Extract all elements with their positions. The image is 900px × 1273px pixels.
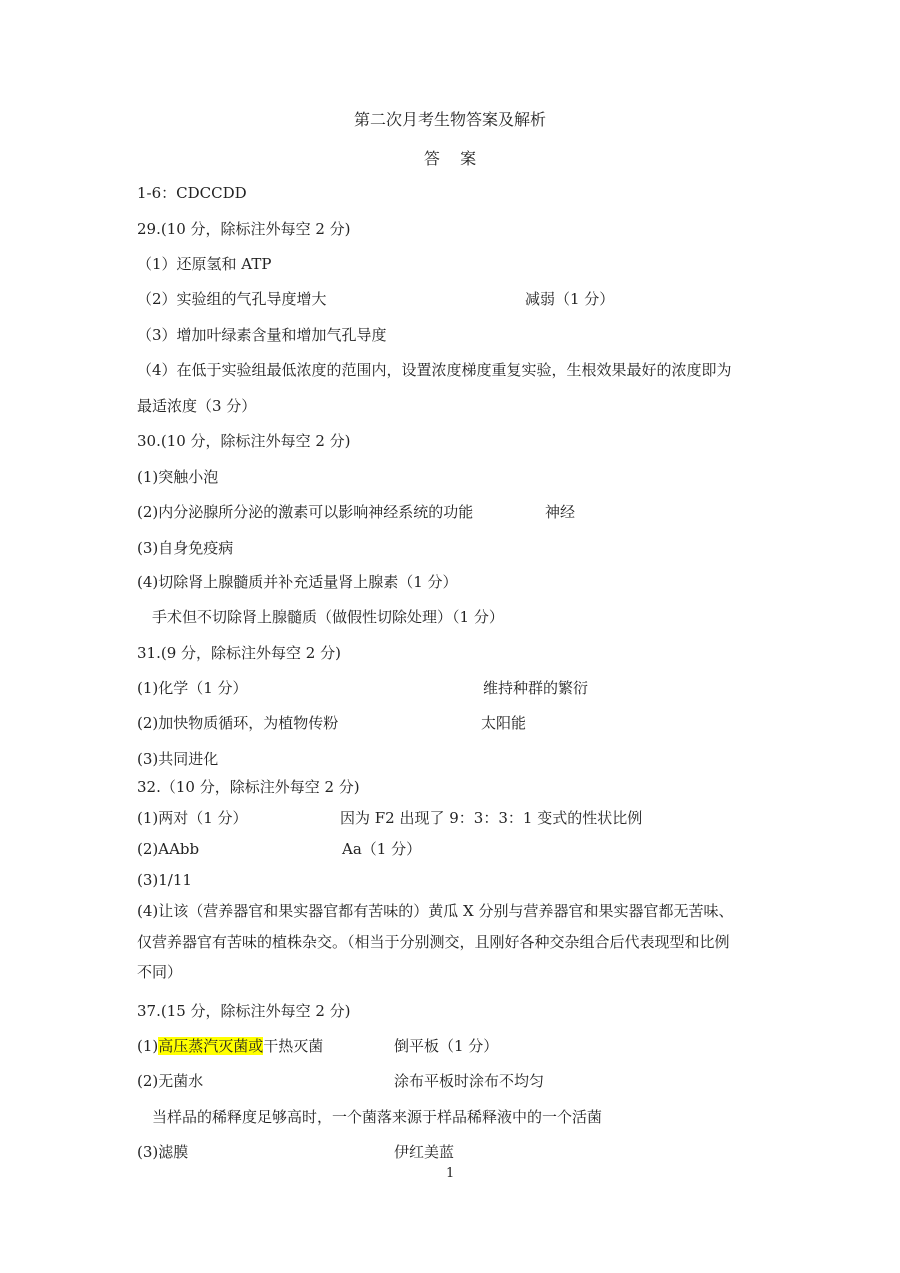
- q30-header: 30.(10 分，除标注外每空 2 分): [137, 432, 351, 450]
- q37-answer-3b: 伊红美蓝: [394, 1143, 455, 1161]
- q32-header: 32.（10 分，除标注外每空 2 分): [137, 778, 360, 796]
- q37-answer-2b: 涂布平板时涂布不均匀: [394, 1072, 545, 1090]
- q32-answer-1: (1)两对（1 分）: [137, 809, 248, 827]
- q29-answer-1: （1）还原氢和 ATP: [137, 255, 272, 273]
- q32-answer-2b: Aa（1 分）: [342, 840, 422, 858]
- q31-answer-3: (3)共同进化: [137, 750, 219, 768]
- q31-answer-2: (2)加快物质循环，为植物传粉: [137, 714, 339, 732]
- page-number: 1: [446, 1166, 455, 1181]
- q32-answer-1b: 因为 F2 出现了 9：3：3：1 变式的性状比例: [340, 809, 643, 827]
- q37-answer-2: (2)无菌水: [137, 1072, 204, 1090]
- section-heading: 答 案: [423, 149, 477, 168]
- q29-answer-4-line1: （4）在低于实验组最低浓度的范围内，设置浓度梯度重复实验，生根效果最好的浓度即为: [137, 361, 732, 379]
- q30-answer-2b: 神经: [545, 503, 576, 521]
- q29-answer-2b: 减弱（1 分）: [525, 290, 615, 308]
- q37-answer-1: [137, 1036, 323, 1056]
- q29-answer-4-line2: 最适浓度（3 分）: [137, 397, 257, 415]
- q31-answer-1: (1)化学（1 分）: [137, 679, 248, 697]
- q37-answer-2c: 当样品的稀释度足够高时，一个菌落来源于样品稀释液中的一个活菌: [152, 1108, 603, 1126]
- q30-answer-1: (1)突触小泡: [137, 468, 219, 486]
- q30-answer-4: (4)切除肾上腺髓质并补充适量肾上腺素（1 分）: [137, 573, 458, 591]
- q32-answer-4-line2: 仅营养器官有苦味的植株杂交。（相当于分别测交，且刚好各种交杂组合后代表现型和比例: [137, 933, 730, 951]
- q31-answer-1b: 维持种群的繁衍: [483, 679, 589, 697]
- q31-header: 31.(9 分，除标注外每空 2 分): [137, 644, 341, 662]
- q30-answer-3: (3)自身免疫病: [137, 539, 234, 557]
- q32-answer-4-line3: 不同）: [137, 963, 183, 981]
- q29-answer-2: （2）实验组的气孔导度增大: [137, 290, 327, 308]
- q31-answer-2b: 太阳能: [481, 714, 527, 732]
- q37-answer-1-rest: 干热灭菌: [263, 1037, 324, 1055]
- q29-header: 29.(10 分，除标注外每空 2 分): [137, 220, 351, 238]
- q37-answer-1b: 倒平板（1 分）: [394, 1037, 499, 1055]
- mc-answers: 1-6：CDCCDD: [137, 184, 247, 202]
- q32-answer-3: (3)1/11: [137, 871, 192, 889]
- page-title: 第二次月考生物答案及解析: [353, 110, 546, 129]
- q37-header: 37.(15 分，除标注外每空 2 分): [137, 1002, 351, 1020]
- q30-answer-4b: 手术但不切除肾上腺髓质（做假性切除处理）（1 分）: [152, 608, 504, 626]
- highlighted-text: 高压蒸汽灭菌或: [158, 1037, 264, 1055]
- q37-answer-3: (3)滤膜: [137, 1143, 189, 1161]
- q32-answer-4-line1: (4)让该（营养器官和果实器官都有苦味的）黄瓜 X 分别与营养器官和果实器官都无苦味、: [137, 902, 734, 920]
- q30-answer-2: (2)内分泌腺所分泌的激素可以影响神经系统的功能: [137, 503, 474, 521]
- q32-answer-2: (2)AAbb: [137, 840, 200, 858]
- q29-answer-3: （3）增加叶绿素含量和增加气孔导度: [137, 326, 387, 344]
- q37-answer-1-prefix: (1): [137, 1037, 159, 1055]
